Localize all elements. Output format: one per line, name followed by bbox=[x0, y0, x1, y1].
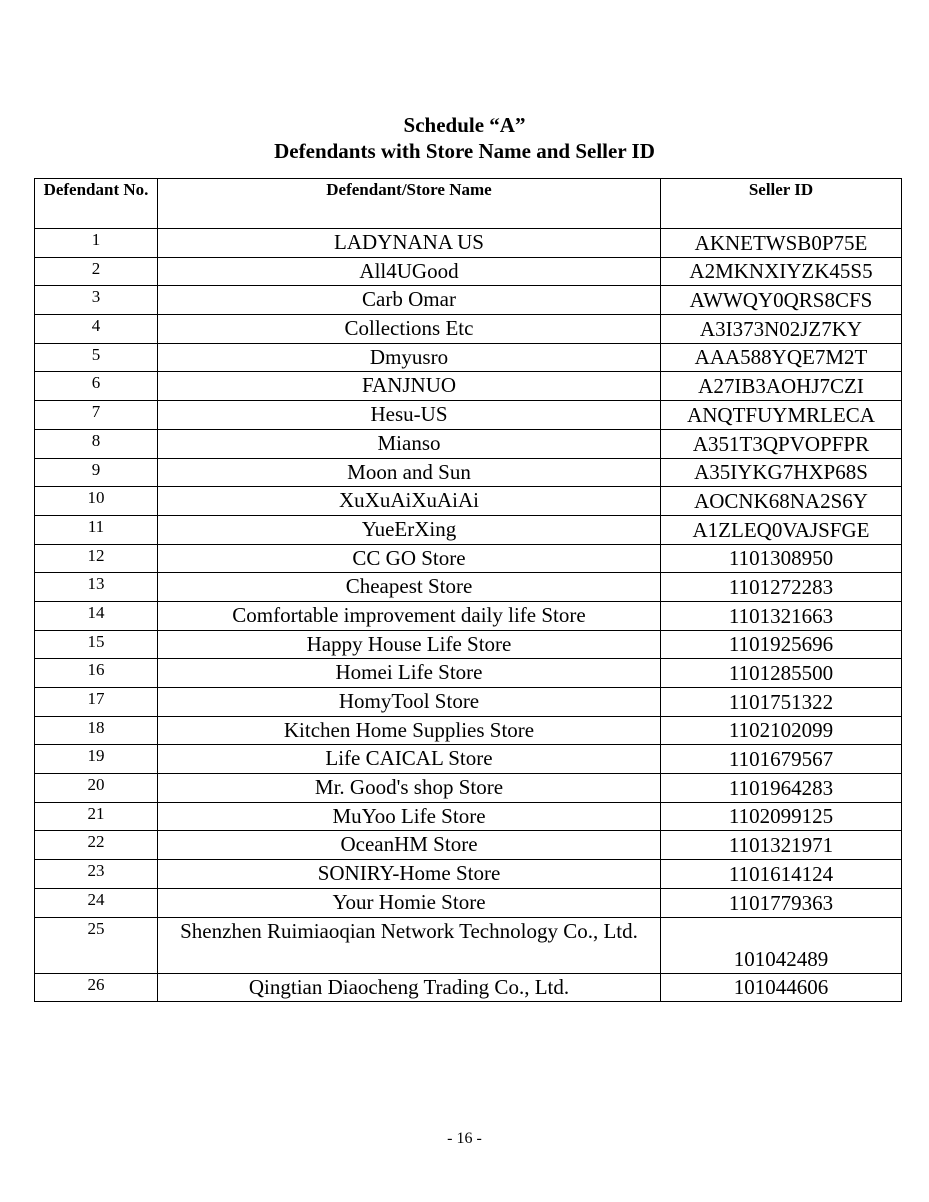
defendant-no-cell: 1 bbox=[35, 229, 158, 258]
table-row bbox=[35, 458, 902, 487]
defendant-no-cell: 20 bbox=[35, 774, 158, 803]
store-name-cell: Carb Omar bbox=[158, 286, 661, 315]
table-row bbox=[35, 544, 902, 573]
seller-id-cell: ANQTFUYMRLECA bbox=[661, 401, 902, 430]
defendant-no-cell: 8 bbox=[35, 429, 158, 458]
store-name-cell: LADYNANA US bbox=[158, 229, 661, 258]
table-row bbox=[35, 630, 902, 659]
table-row bbox=[35, 487, 902, 516]
seller-id-cell: AWWQY0QRS8CFS bbox=[661, 286, 902, 315]
defendant-no-cell: 14 bbox=[35, 601, 158, 630]
table-row bbox=[35, 688, 902, 717]
header-defendant-no: Defendant No. bbox=[35, 179, 158, 229]
table-row bbox=[35, 831, 902, 860]
defendant-no-cell: 26 bbox=[35, 973, 158, 1002]
defendant-no-cell: 5 bbox=[35, 343, 158, 372]
store-name-cell: Kitchen Home Supplies Store bbox=[158, 716, 661, 745]
table-header-row bbox=[35, 179, 902, 229]
table-row bbox=[35, 716, 902, 745]
store-name-cell: Homei Life Store bbox=[158, 659, 661, 688]
table-row bbox=[35, 860, 902, 889]
store-name-cell: MuYoo Life Store bbox=[158, 802, 661, 831]
store-name-cell: Happy House Life Store bbox=[158, 630, 661, 659]
table-row bbox=[35, 343, 902, 372]
table-row bbox=[35, 802, 902, 831]
store-name-cell: Shenzhen Ruimiaoqian Network Technology Co., Ltd. bbox=[158, 917, 661, 973]
defendant-no-cell: 17 bbox=[35, 688, 158, 717]
table-row bbox=[35, 659, 902, 688]
seller-id-cell: 101042489 bbox=[661, 917, 902, 973]
store-name-cell: Collections Etc bbox=[158, 315, 661, 344]
table-row bbox=[35, 257, 902, 286]
seller-id-cell: A2MKNXIYZK45S5 bbox=[661, 257, 902, 286]
seller-id-cell: AOCNK68NA2S6Y bbox=[661, 487, 902, 516]
seller-id-cell: 1101321971 bbox=[661, 831, 902, 860]
header-store-name: Defendant/Store Name bbox=[158, 179, 661, 229]
store-name-cell: SONIRY-Home Store bbox=[158, 860, 661, 889]
defendant-no-cell: 12 bbox=[35, 544, 158, 573]
store-name-cell: Mr. Good's shop Store bbox=[158, 774, 661, 803]
seller-id-cell: 1101779363 bbox=[661, 888, 902, 917]
seller-id-cell: A35IYKG7HXP68S bbox=[661, 458, 902, 487]
defendant-no-cell: 4 bbox=[35, 315, 158, 344]
store-name-cell: HomyTool Store bbox=[158, 688, 661, 717]
table-row bbox=[35, 973, 902, 1002]
store-name-cell: Dmyusro bbox=[158, 343, 661, 372]
table-row bbox=[35, 745, 902, 774]
table-row bbox=[35, 315, 902, 344]
store-name-cell: FANJNUO bbox=[158, 372, 661, 401]
seller-id-cell: 1101679567 bbox=[661, 745, 902, 774]
seller-id-cell: 1101751322 bbox=[661, 688, 902, 717]
store-name-cell: YueErXing bbox=[158, 515, 661, 544]
seller-id-cell: 1101308950 bbox=[661, 544, 902, 573]
defendant-no-cell: 23 bbox=[35, 860, 158, 889]
store-name-cell: Moon and Sun bbox=[158, 458, 661, 487]
table-row bbox=[35, 372, 902, 401]
store-name-cell: Qingtian Diaocheng Trading Co., Ltd. bbox=[158, 973, 661, 1002]
seller-id-cell: 1102102099 bbox=[661, 716, 902, 745]
defendant-no-cell: 21 bbox=[35, 802, 158, 831]
store-name-cell: XuXuAiXuAiAi bbox=[158, 487, 661, 516]
page-number: - 16 - bbox=[447, 1130, 482, 1147]
store-name-cell: Hesu-US bbox=[158, 401, 661, 430]
table-row bbox=[35, 429, 902, 458]
seller-id-cell: 101044606 bbox=[661, 973, 902, 1002]
table-row bbox=[35, 286, 902, 315]
seller-id-cell: AKNETWSB0P75E bbox=[661, 229, 902, 258]
store-name-cell: Cheapest Store bbox=[158, 573, 661, 602]
store-name-cell: All4UGood bbox=[158, 257, 661, 286]
store-name-cell: Mianso bbox=[158, 429, 661, 458]
defendant-no-cell: 16 bbox=[35, 659, 158, 688]
defendant-no-cell: 6 bbox=[35, 372, 158, 401]
seller-id-cell: 1101964283 bbox=[661, 774, 902, 803]
table-row bbox=[35, 515, 902, 544]
defendant-no-cell: 24 bbox=[35, 888, 158, 917]
defendant-no-cell: 18 bbox=[35, 716, 158, 745]
seller-id-cell: 1101321663 bbox=[661, 601, 902, 630]
defendant-no-cell: 2 bbox=[35, 257, 158, 286]
table-row bbox=[35, 229, 902, 258]
seller-id-cell: 1102099125 bbox=[661, 802, 902, 831]
store-name-cell: Life CAICAL Store bbox=[158, 745, 661, 774]
defendant-no-cell: 11 bbox=[35, 515, 158, 544]
table-row bbox=[35, 601, 902, 630]
table-row bbox=[35, 917, 902, 973]
seller-id-cell: 1101614124 bbox=[661, 860, 902, 889]
table-row bbox=[35, 774, 902, 803]
defendant-no-cell: 25 bbox=[35, 917, 158, 973]
store-name-cell: OceanHM Store bbox=[158, 831, 661, 860]
defendant-no-cell: 19 bbox=[35, 745, 158, 774]
seller-id-cell: A351T3QPVOPFPR bbox=[661, 429, 902, 458]
header-seller-id: Seller ID bbox=[661, 179, 902, 229]
defendant-no-cell: 10 bbox=[35, 487, 158, 516]
seller-id-cell: A3I373N02JZ7KY bbox=[661, 315, 902, 344]
table-row bbox=[35, 573, 902, 602]
store-name-cell: CC GO Store bbox=[158, 544, 661, 573]
seller-id-cell: 1101272283 bbox=[661, 573, 902, 602]
schedule-title: Schedule “A” bbox=[403, 113, 526, 137]
seller-id-cell: 1101285500 bbox=[661, 659, 902, 688]
seller-id-cell: A1ZLEQ0VAJSFGE bbox=[661, 515, 902, 544]
defendants-table bbox=[34, 178, 902, 1002]
defendant-no-cell: 13 bbox=[35, 573, 158, 602]
defendant-no-cell: 22 bbox=[35, 831, 158, 860]
seller-id-cell: 1101925696 bbox=[661, 630, 902, 659]
seller-id-cell: A27IB3AOHJ7CZI bbox=[661, 372, 902, 401]
defendant-no-cell: 15 bbox=[35, 630, 158, 659]
store-name-cell: Comfortable improvement daily life Store bbox=[158, 601, 661, 630]
defendant-no-cell: 7 bbox=[35, 401, 158, 430]
defendant-no-cell: 9 bbox=[35, 458, 158, 487]
seller-id-cell: AAA588YQE7M2T bbox=[661, 343, 902, 372]
store-name-cell: Your Homie Store bbox=[158, 888, 661, 917]
table-row bbox=[35, 401, 902, 430]
defendant-no-cell: 3 bbox=[35, 286, 158, 315]
schedule-subtitle: Defendants with Store Name and Seller ID bbox=[274, 139, 655, 163]
table-row bbox=[35, 888, 902, 917]
